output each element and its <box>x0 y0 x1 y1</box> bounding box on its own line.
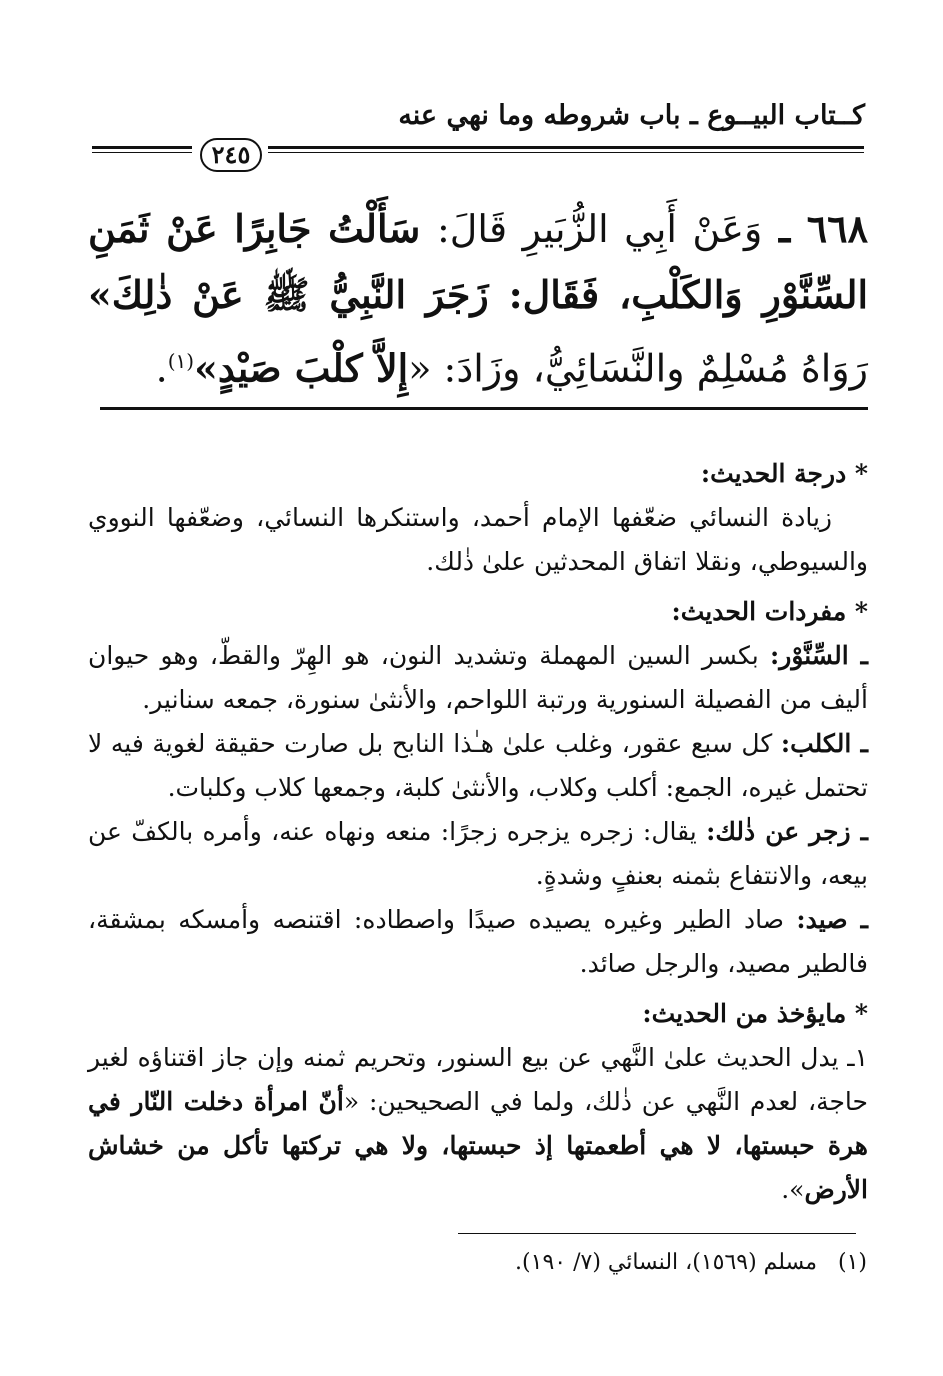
commentary <box>88 452 868 1212</box>
vocab-item <box>88 634 868 722</box>
lesson-end: ». <box>781 1175 805 1204</box>
hadith-end: . <box>155 346 168 391</box>
vocab-definition: يقال: زجره يزجره زجرًا: منعه ونهاه عنه، وأمره بالكفّ عن بيعه، والانتفاع بثمنه بعنفٍ وشدةٍ. <box>88 817 868 890</box>
vocab-definition: بكسر السين المهملة وتشديد النون، هو الهِرّ والقطّ، وهو حيوان أليف من الفصيلة السنورية ورتبة اللواحم، والأنثىٰ سنورة، جمعه سنانير. <box>88 641 868 714</box>
hadith-dash: ـ <box>779 206 791 251</box>
lesson-text: يدل الحديث علىٰ النَّهي عن بيع السنور، وتحريم ثمنه وإن جاز اقتناؤه لغير حاجة، لعدم النَّهي عن ذٰلك، ولما في الصحيحين: « <box>88 1043 868 1116</box>
hadith-opening: وَعَنْ أَبِي الزُّبَيرِ قَالَ: <box>436 207 763 251</box>
section-separator <box>100 407 868 410</box>
header-rule-left-thin <box>92 152 192 153</box>
vocab-heading: * مفردات الحديث: <box>671 597 868 626</box>
header-rule <box>92 138 864 178</box>
footnote-reference: (١) <box>167 349 195 373</box>
vocab-term: ـ السِّنَّوْر: <box>770 641 868 670</box>
lessons-heading: * مايؤخذ من الحديث: <box>642 999 868 1028</box>
header-rule-right-thin <box>268 152 864 153</box>
vocab-definition: صاد الطير وغيره يصيده صيدًا واصطاده: اقتنصه وأمسكه بمشقة، فالطير مصيد، والرجل صائد. <box>88 905 868 978</box>
vocab-term: ـ صيد: <box>796 905 868 934</box>
hadith-number: ٦٦٨ <box>806 206 868 251</box>
lesson-item <box>88 1036 868 1212</box>
grade-text: زيادة النسائي ضعّفها الإمام أحمد، واستنكرها النسائي، وضعّفها النووي والسيوطي، ونقلا اتفاق المحدثين علىٰ ذٰلك. <box>88 503 868 576</box>
vocab-item <box>88 810 868 898</box>
hadith-quote-1: سَأَلْتُ جَابِرًا عَنْ ثَمَنِ السِّنَّوْرِ وَالكَلْبِ، فَقَال: زَجَرَ النَّبِيُّ ﷺ عَنْ ذٰلِكَ» <box>88 206 868 317</box>
page-number: ٢٤٥ <box>200 138 262 172</box>
vocab-definition: كل سبع عقور، وغلب علىٰ هـٰذا النابح بل صارت حقيقة لغوية فيه لا تحتمل غيره، الجمع: أكلب وكلاب، والأنثىٰ كلبة، وجمعها كلاب وكلبات. <box>88 729 868 802</box>
footnote-rule <box>458 1233 856 1234</box>
header-rule-left-thick <box>92 146 192 149</box>
vocab-term: ـ الكلب: <box>780 729 868 758</box>
footnote <box>87 1246 867 1280</box>
hadith-quote-2: إِلاَّ كلْبَ صَيْدٍ» <box>194 345 409 391</box>
header-rule-right-thick <box>268 146 864 149</box>
footnote-text: مسلم (١٥٦٩)، النسائي (٧/ ١٩٠). <box>515 1250 817 1275</box>
hadith-text <box>88 196 868 402</box>
hadith-narration: رَوَاهُ مُسْلِمٌ والنَّسَائِيُّ، وزَادَ: « <box>408 346 868 391</box>
lesson-number: ١ـ <box>847 1043 868 1072</box>
footnote-ref: (١) <box>837 1250 867 1275</box>
vocab-item <box>88 898 868 986</box>
vocab-term: ـ زجر عن ذٰلك: <box>706 817 869 846</box>
lesson-quote: أنّ امرأة دخلت النّار في هرة حبستها، لا هي أطعمتها إذ حبستها، ولا هي تركتها تأكل من خشاش الأرض <box>88 1087 868 1204</box>
running-title: كــتاب البيــوع ـ باب شروطه وما نهي عنه <box>398 100 865 131</box>
grade-heading: * درجة الحديث: <box>700 459 868 488</box>
vocab-item <box>88 722 868 810</box>
